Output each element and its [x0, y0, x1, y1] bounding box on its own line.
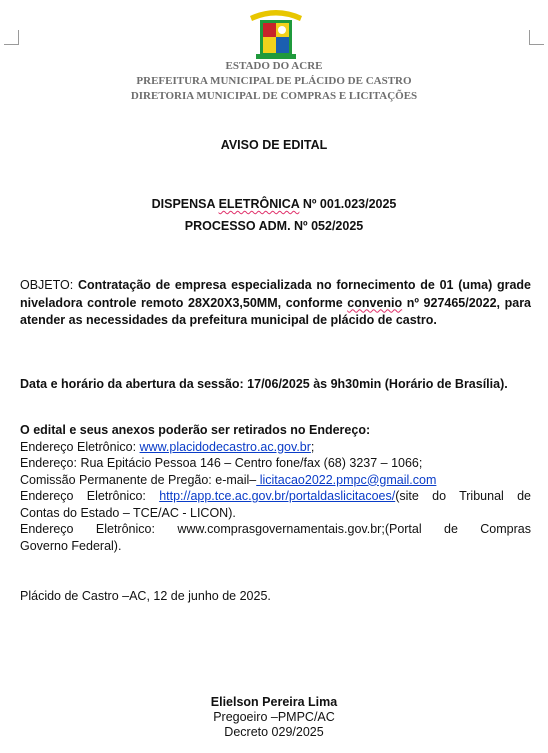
signature-block — [0, 695, 548, 740]
dispensa-heading — [0, 197, 548, 211]
municipal-crest-logo — [246, 4, 306, 62]
dispensa-prefix: DISPENSA — [151, 197, 216, 211]
edital-line-tce-cont: Contas do Estado – TCE/AC - LICON). — [20, 505, 236, 520]
edital-line-compras: Endereço Eletrônico: www.comprasgovernamentais.gov.br;(Portal de Compras — [20, 522, 531, 536]
edital-line-compras-cont: Governo Federal). — [20, 538, 122, 553]
edital-line-website — [20, 439, 531, 456]
edital-address-block — [20, 422, 531, 554]
page-corner-mark-right — [529, 30, 544, 45]
signer-name: Elielson Pereira Lima — [210, 695, 338, 709]
notice-title: AVISO DE EDITAL — [220, 138, 328, 152]
dispensa-number: Nº 001.023/2025 — [302, 197, 397, 211]
objeto-convenio-word: convenio — [347, 295, 403, 310]
processo-heading: PROCESSO ADM. Nº 052/2025 — [184, 219, 364, 233]
state-name: ESTADO DO ACRE — [225, 60, 323, 72]
objeto-paragraph — [20, 277, 531, 330]
objeto-text-end: nº 927465/2022, para atender as necessidades da prefeitura municipal de plácido de castro. — [20, 295, 532, 327]
place-date: Plácido de Castro –AC, 12 de junho de 2025. — [20, 589, 271, 603]
session-opening-paragraph: Data e horário da abertura da sessão: 17/06/2025 às 9h30min (Horário de Brasília). — [20, 377, 508, 391]
edital-intro: O edital e seus anexos poderão ser retirados no Endereço: — [20, 423, 371, 437]
city-hall-name: PREFEITURA MUNICIPAL DE PLÁCIDO DE CASTRO — [136, 75, 412, 87]
directorate-name: DIRETORIA MUNICIPAL DE COMPRAS E LICITAÇÕES — [130, 90, 418, 102]
dispensa-word: ELETRÔNICA — [218, 197, 300, 211]
letterhead — [0, 59, 548, 104]
edital-line-email-label: Comissão Permanente de Pregão: e-mail– — [20, 472, 257, 487]
edital-line-tce — [20, 488, 531, 505]
signer-decree: Decreto 029/2025 — [224, 725, 324, 739]
signer-role: Pregoeiro –PMPC/AC — [213, 710, 335, 724]
licitacao-email-link[interactable]: licitacao2022.pmpc@gmail.com — [256, 472, 437, 487]
placido-website-link[interactable]: www.placidodecastro.ac.gov.br — [139, 439, 311, 454]
edital-line-website-label: Endereço Eletrônico: — [20, 439, 137, 454]
objeto-label: OBJETO: — [20, 278, 74, 292]
edital-line-email — [20, 472, 531, 489]
objeto-text-start: Contratação de empresa especializada no fornecimento de 01 (uma) grade niveladora controle remoto 28X20X3,50MM, conforme — [20, 278, 531, 310]
edital-line-tce-after: (site do Tribunal de — [395, 489, 531, 503]
edital-line-tce-label: Endereço Eletrônico: — [20, 489, 146, 503]
edital-line-website-end: ; — [310, 439, 315, 454]
edital-line-address: Endereço: Rua Epitácio Pessoa 146 – Centro fone/fax (68) 3237 – 1066; — [20, 456, 423, 470]
place-date-line — [20, 588, 531, 605]
page-corner-mark-left — [4, 30, 19, 45]
tce-portal-link[interactable]: http://app.tce.ac.gov.br/portaldaslicitacoes/ — [159, 489, 396, 503]
